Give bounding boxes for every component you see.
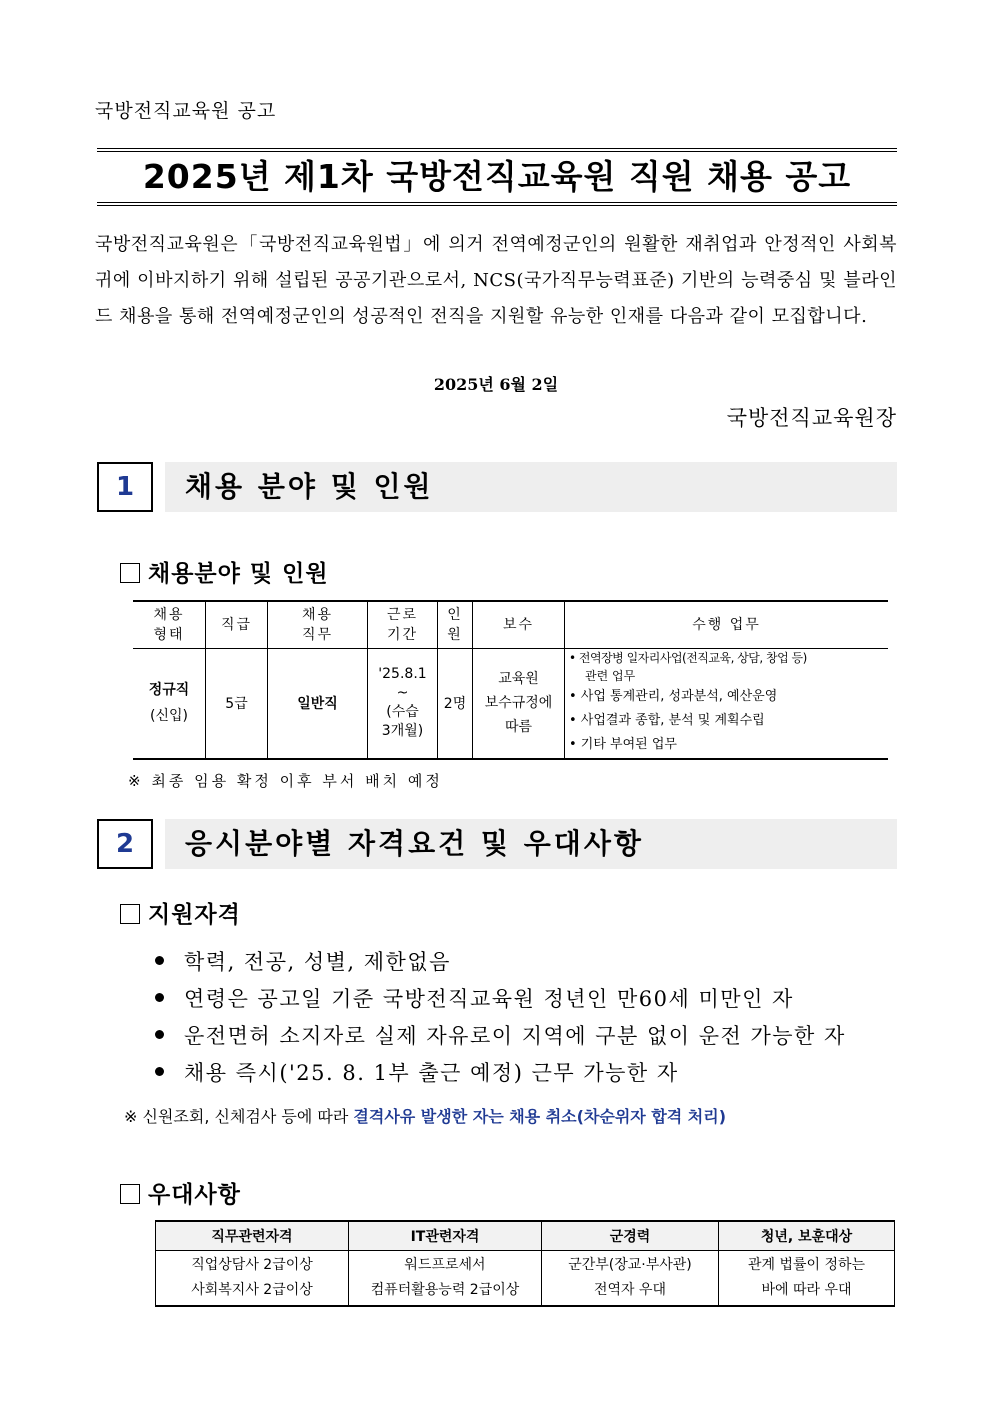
header-it-cert: IT관련자격	[349, 1221, 542, 1251]
table-header-row	[133, 601, 888, 649]
bullet-icon	[155, 1030, 164, 1039]
section-title: 응시분야별 자격요건 및 우대사항	[185, 827, 644, 860]
announcement-date: 2025년 6월 2일	[433, 375, 559, 394]
list-item: 연령은 공고일 기준 국방전직교육원 정년인 만60세 미만인 자	[155, 981, 846, 1018]
list-item: 운전면허 소지자로 실제 자유로이 지역에 구분 없이 운전 가능한 자	[155, 1018, 846, 1055]
list-item: 채용 즉시('25. 8. 1부 출근 예정) 근무 가능한 자	[155, 1055, 846, 1092]
bullet-icon	[155, 1067, 164, 1076]
signature: 국방전직교육원장	[726, 406, 897, 430]
duty-item: • 사업결과 종합, 분석 및 계획수립	[569, 713, 765, 729]
header-period: 근로 기간	[368, 601, 438, 649]
header-duties: 수행 업무	[565, 601, 889, 649]
bullet-icon	[155, 993, 164, 1002]
title-box	[97, 148, 897, 206]
subsection-preferences	[120, 1176, 241, 1209]
table-row	[156, 1251, 895, 1307]
cell-youth: 관계 법률이 정하는 바에 따라 우대	[719, 1251, 895, 1307]
subsection-recruitment	[120, 555, 329, 588]
duty-item: • 기타 부여된 업무	[569, 737, 677, 753]
recruitment-table	[133, 600, 888, 760]
cell-it-cert: 워드프로세서 컴퓨터활용능력 2급이상	[349, 1251, 542, 1307]
header-job: 채용 직무	[268, 601, 368, 649]
disqualification-note: ※ 신원조회, 신체검사 등에 따라 결격사유 발생한 자는 채용 취소(차순위자 합격 처리)	[124, 1107, 727, 1126]
duty-item: 관련 업무	[585, 669, 636, 684]
cell-count: 2명	[438, 649, 473, 759]
section-1-header	[97, 462, 897, 514]
section-number: 1	[97, 462, 153, 512]
page-title: 2025년 제1차 국방전직교육원 직원 채용 공고	[142, 157, 852, 196]
header-type: 채용 형태	[133, 601, 206, 649]
checkbox-icon	[120, 563, 140, 583]
cell-job-cert: 직업상담사 2급이상 사회복지사 2급이상	[156, 1251, 349, 1307]
preference-table	[155, 1220, 895, 1307]
checkbox-icon	[120, 904, 140, 924]
list-item: 학력, 전공, 성별, 제한없음	[155, 944, 846, 981]
cell-type: 정규직 (신입)	[133, 649, 206, 759]
highlight-text: 결격사유 발생한 자는 채용 취소(차순위자 합격 처리)	[353, 1107, 727, 1126]
bullet-icon	[155, 956, 164, 965]
header-pay: 보수	[473, 601, 565, 649]
announcement-org: 국방전직교육원 공고	[95, 100, 277, 122]
header-youth: 청년, 보훈대상	[719, 1221, 895, 1251]
duty-item: • 전역장병 일자리사업(전직교육, 상담, 창업 등)	[569, 651, 807, 666]
table-row	[133, 649, 888, 759]
subsection-title: 채용분야 및 인원	[148, 560, 329, 587]
checkbox-icon	[120, 1184, 140, 1204]
table-header-row	[156, 1221, 895, 1251]
cell-military: 군간부(장교·부사관) 전역자 우대	[542, 1251, 719, 1307]
header-grade: 직급	[206, 601, 268, 649]
cell-period: '25.8.1 ~ (수습 3개월)	[368, 649, 438, 759]
subsection-title: 우대사항	[148, 1181, 241, 1208]
cell-grade: 5급	[206, 649, 268, 759]
header-military: 군경력	[542, 1221, 719, 1251]
header-job-cert: 직무관련자격	[156, 1221, 349, 1251]
cell-pay: 교육원 보수규정에 따름	[473, 649, 565, 759]
qualification-list	[155, 944, 846, 1092]
duty-item: • 사업 통계관리, 성과분석, 예산운영	[569, 689, 778, 705]
header-count: 인 원	[438, 601, 473, 649]
cell-job: 일반직	[268, 649, 368, 759]
subsection-qualifications	[120, 896, 241, 929]
subsection-title: 지원자격	[148, 901, 241, 928]
section-number: 2	[97, 819, 153, 869]
section-2-header	[97, 819, 897, 871]
intro-paragraph: 국방전직교육원은「국방전직교육원법」에 의거 전역예정군인의 원활한 재취업과 안정적인 사회복귀에 이바지하기 위해 설립된 공공기관으로서, NCS(국가직무능력표준) 기반의 능력중심 및 블라인드 채용을 통해 전역예정군인의 성공적인 전직을 지원할 유능한 인재를 다음과 같이 모집합니다.	[95, 234, 897, 327]
cell-duties	[565, 649, 889, 759]
placement-note: ※ 최종 임용 확정 이후 부서 배치 예정	[128, 772, 443, 790]
section-title: 채용 분야 및 인원	[185, 470, 434, 503]
